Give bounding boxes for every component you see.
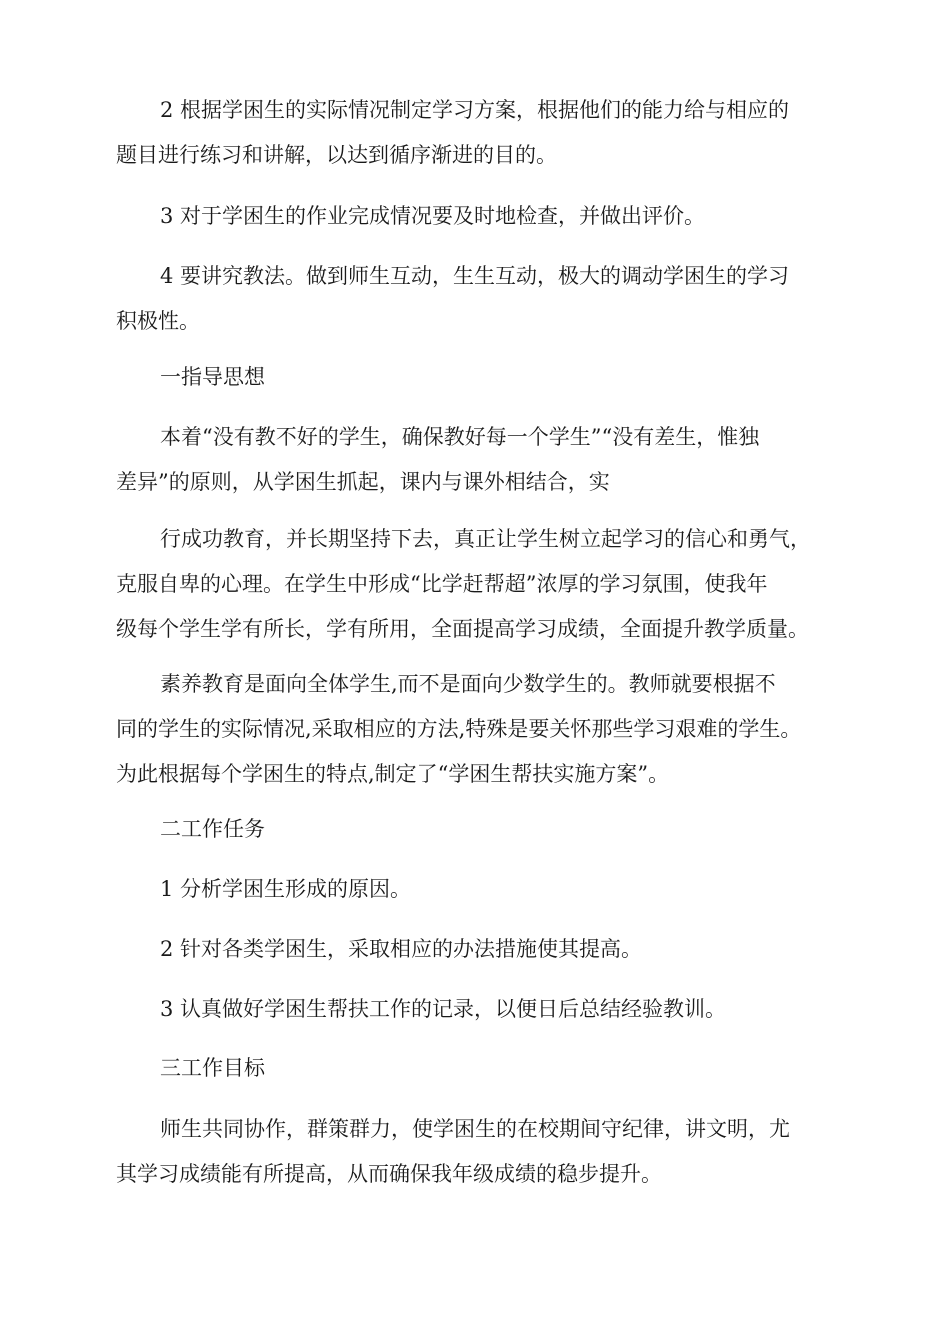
paragraph-plan-2 [116,88,832,178]
text-line: 克服自卑的心理。在学生中形成“比学赶帮超”浓厚的学习氛围，使我年 [116,572,768,596]
text-line: 行成功教育，并长期坚持下去，真正让学生树立起学习的信心和勇气， [160,527,811,551]
text-line: 2 根据学困生的实际情况制定学习方案，根据他们的能力给与相应的 [160,98,790,122]
text-line: 素养教育是面向全体学生,而不是面向少数学生的。教师就要根据不 [160,672,776,696]
text-line: 1 分析学困生形成的原因。 [160,877,412,901]
text-line: 3 对于学困生的作业完成情况要及时地检查，并做出评价。 [160,204,706,228]
text-line: 师生共同协作，群策群力，使学困生的在校期间守纪律，讲文明，尤 [160,1117,790,1141]
text-line: 2 针对各类学困生，采取相应的办法措施使其提高。 [160,937,643,961]
text-line: 4 要讲究教法。做到师生互动，生生互动，极大的调动学困生的学习 [160,264,790,288]
paragraph-success-education [116,517,832,652]
paragraph-plan-4 [116,254,832,344]
text-line: 一指导思想 [160,365,265,389]
paragraph-quality-education [116,662,832,797]
text-line: 积极性。 [116,309,200,333]
paragraph-task-2 [116,927,832,972]
section-heading-guiding-thought [116,355,832,400]
paragraph-principle [116,415,832,505]
paragraph-task-1 [116,867,832,912]
text-line: 级每个学生学有所长，学有所用，全面提高学习成绩，全面提升教学质量。 [116,617,809,641]
text-line: 本着“没有教不好的学生，确保教好每一个学生”“没有差生，惟独 [160,425,760,449]
text-line: 三工作目标 [160,1056,265,1080]
text-line: 差异”的原则，从学困生抓起，课内与课外相结合，实 [116,470,610,494]
text-line: 其学习成绩能有所提高，从而确保我年级成绩的稳步提升。 [116,1162,662,1186]
text-line: 3 认真做好学困生帮扶工作的记录，以便日后总结经验教训。 [160,997,727,1021]
section-heading-work-goals [116,1046,832,1091]
paragraph-task-3 [116,987,832,1032]
text-line: 同的学生的实际情况,采取相应的方法,特殊是要关怀那些学习艰难的学生。 [116,717,802,741]
text-line: 题目进行练习和讲解，以达到循序渐进的目的。 [116,143,557,167]
text-line: 为此根据每个学困生的特点,制定了“学困生帮扶实施方案”。 [116,762,670,786]
text-line: 二工作任务 [160,817,265,841]
paragraph-plan-3 [116,194,832,239]
section-heading-work-tasks [116,807,832,852]
paragraph-goals [116,1107,832,1197]
